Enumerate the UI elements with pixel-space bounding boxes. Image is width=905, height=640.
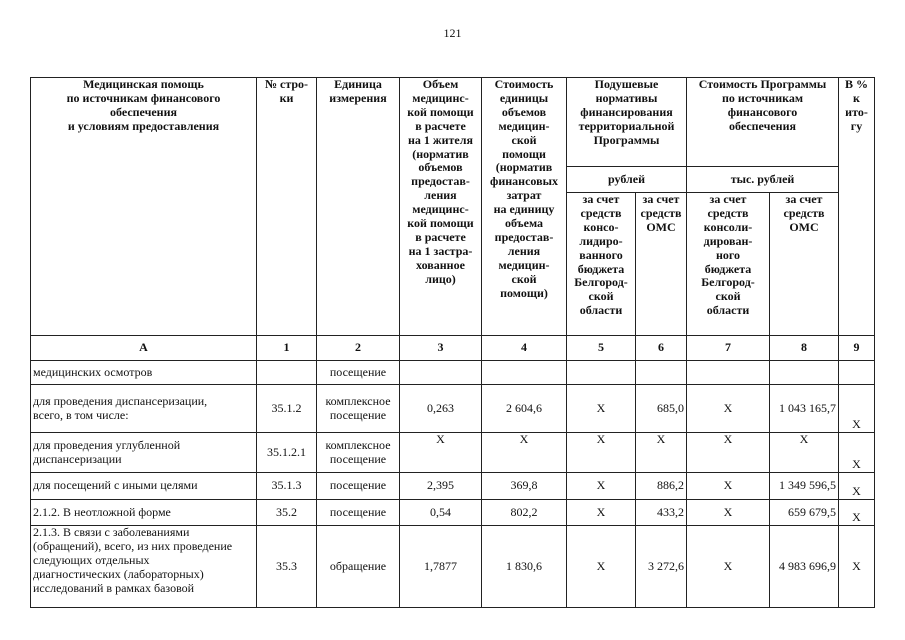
row-unit: посещение xyxy=(317,361,400,385)
row-name: для проведения углубленной диспансеризации xyxy=(31,433,257,473)
row-oms-per-capita: X xyxy=(636,433,687,473)
row-line: 35.1.2 xyxy=(257,385,317,433)
row-percent: X xyxy=(839,526,875,608)
table-row xyxy=(31,433,875,473)
index-cell: 6 xyxy=(636,336,687,361)
row-budget-cost: X xyxy=(687,473,770,500)
row-unit-cost: X xyxy=(482,433,567,473)
row-line: 35.1.2.1 xyxy=(257,433,317,473)
index-cell: 1 xyxy=(257,336,317,361)
row-volume: 0,54 xyxy=(400,500,482,526)
row-budget-per-capita: X xyxy=(567,473,636,500)
header-unit-thousand-rubles: тыс. рублей xyxy=(687,167,839,193)
index-cell: 5 xyxy=(567,336,636,361)
header-per-capita-group: Подушевые нормативы финансирования территориальной Программы xyxy=(567,78,687,167)
row-budget-per-capita: X xyxy=(567,526,636,608)
index-cell: 3 xyxy=(400,336,482,361)
row-unit: комплексное посещение xyxy=(317,385,400,433)
row-volume: 2,395 xyxy=(400,473,482,500)
header-medical-care: Медицинская помощь по источникам финансового обеспечения и условиям предоставления xyxy=(31,78,257,336)
row-oms-per-capita: 3 272,6 xyxy=(636,526,687,608)
header-oms-per-capita: за счет средств ОМС xyxy=(636,193,687,336)
row-oms-cost: 4 983 696,9 xyxy=(770,526,839,608)
row-budget-cost: X xyxy=(687,385,770,433)
header-line-number: № стро- ки xyxy=(257,78,317,336)
row-oms-per-capita xyxy=(636,361,687,385)
row-budget-per-capita: X xyxy=(567,385,636,433)
row-line: 35.1.3 xyxy=(257,473,317,500)
row-oms-cost: 659 679,5 xyxy=(770,500,839,526)
row-name: медицинских осмотров xyxy=(31,361,257,385)
index-cell: 7 xyxy=(687,336,770,361)
column-index-row xyxy=(31,336,875,361)
row-oms-per-capita: 433,2 xyxy=(636,500,687,526)
index-cell: 8 xyxy=(770,336,839,361)
page-number: 121 xyxy=(443,26,462,40)
row-budget-per-capita: X xyxy=(567,500,636,526)
row-budget-per-capita xyxy=(567,361,636,385)
row-percent: X xyxy=(839,433,875,473)
row-name: для проведения диспансеризации, всего, в том числе: xyxy=(31,385,257,433)
row-oms-cost: 1 349 596,5 xyxy=(770,473,839,500)
row-name: для посещений с иными целями xyxy=(31,473,257,500)
table-row xyxy=(31,500,875,526)
row-unit-cost: 1 830,6 xyxy=(482,526,567,608)
row-unit: комплексное посещение xyxy=(317,433,400,473)
row-unit-cost: 802,2 xyxy=(482,500,567,526)
row-percent: X xyxy=(839,473,875,500)
row-volume xyxy=(400,361,482,385)
header-percent-total: В % к ито- гу xyxy=(839,78,875,336)
row-oms-per-capita: 886,2 xyxy=(636,473,687,500)
row-unit: посещение xyxy=(317,500,400,526)
row-budget-cost: X xyxy=(687,500,770,526)
row-percent: X xyxy=(839,385,875,433)
table-row xyxy=(31,473,875,500)
header-unit: Единица измерения xyxy=(317,78,400,336)
row-oms-cost: 1 043 165,7 xyxy=(770,385,839,433)
row-name: 2.1.3. В связи с заболеваниями (обращений), всего, из них проведение следующих отдельных диагностических (лабораторных) исследований в рамках базовой xyxy=(31,526,257,608)
row-budget-cost: X xyxy=(687,526,770,608)
row-line xyxy=(257,361,317,385)
header-budget-cost: за счет средств консоли- дирован- ного бюджета Белгород- ской области xyxy=(687,193,770,336)
row-unit-cost: 369,8 xyxy=(482,473,567,500)
header-unit-cost: Стоимость единицы объемов медицин- ской помощи (норматив финансовых затрат на единицу объема предостав- ления медицин- ской помощи) xyxy=(482,78,567,336)
row-unit: обращение xyxy=(317,526,400,608)
row-oms-cost xyxy=(770,361,839,385)
row-unit-cost: 2 604,6 xyxy=(482,385,567,433)
header-row-1 xyxy=(31,78,875,167)
header-budget-per-capita: за счет средств консо- лидиро- ванного бюджета Белгород- ской области xyxy=(567,193,636,336)
row-oms-cost: X xyxy=(770,433,839,473)
row-oms-per-capita: 685,0 xyxy=(636,385,687,433)
header-program-cost-group: Стоимость Программы по источникам финансового обеспечения xyxy=(687,78,839,167)
row-budget-cost: X xyxy=(687,433,770,473)
index-cell: 4 xyxy=(482,336,567,361)
index-cell: 2 xyxy=(317,336,400,361)
table-row xyxy=(31,385,875,433)
row-percent xyxy=(839,361,875,385)
row-line: 35.2 xyxy=(257,500,317,526)
table-row xyxy=(31,361,875,385)
row-volume: 1,7877 xyxy=(400,526,482,608)
row-volume: X xyxy=(400,433,482,473)
index-cell: А xyxy=(31,336,257,361)
row-percent: X xyxy=(839,500,875,526)
row-unit-cost xyxy=(482,361,567,385)
header-unit-rubles: рублей xyxy=(567,167,687,193)
header-oms-cost: за счет средств ОМС xyxy=(770,193,839,336)
row-budget-per-capita: X xyxy=(567,433,636,473)
row-budget-cost xyxy=(687,361,770,385)
row-unit: посещение xyxy=(317,473,400,500)
row-name: 2.1.2. В неотложной форме xyxy=(31,500,257,526)
row-line: 35.3 xyxy=(257,526,317,608)
header-volume: Объем медицинс- кой помощи в расчете на 1 жителя (норматив объемов предостав- ления медицинс- кой помощи в расчете на 1 застра- хованное лицо) xyxy=(400,78,482,336)
table-row xyxy=(31,526,875,608)
row-volume: 0,263 xyxy=(400,385,482,433)
index-cell: 9 xyxy=(839,336,875,361)
financing-table xyxy=(30,77,875,608)
